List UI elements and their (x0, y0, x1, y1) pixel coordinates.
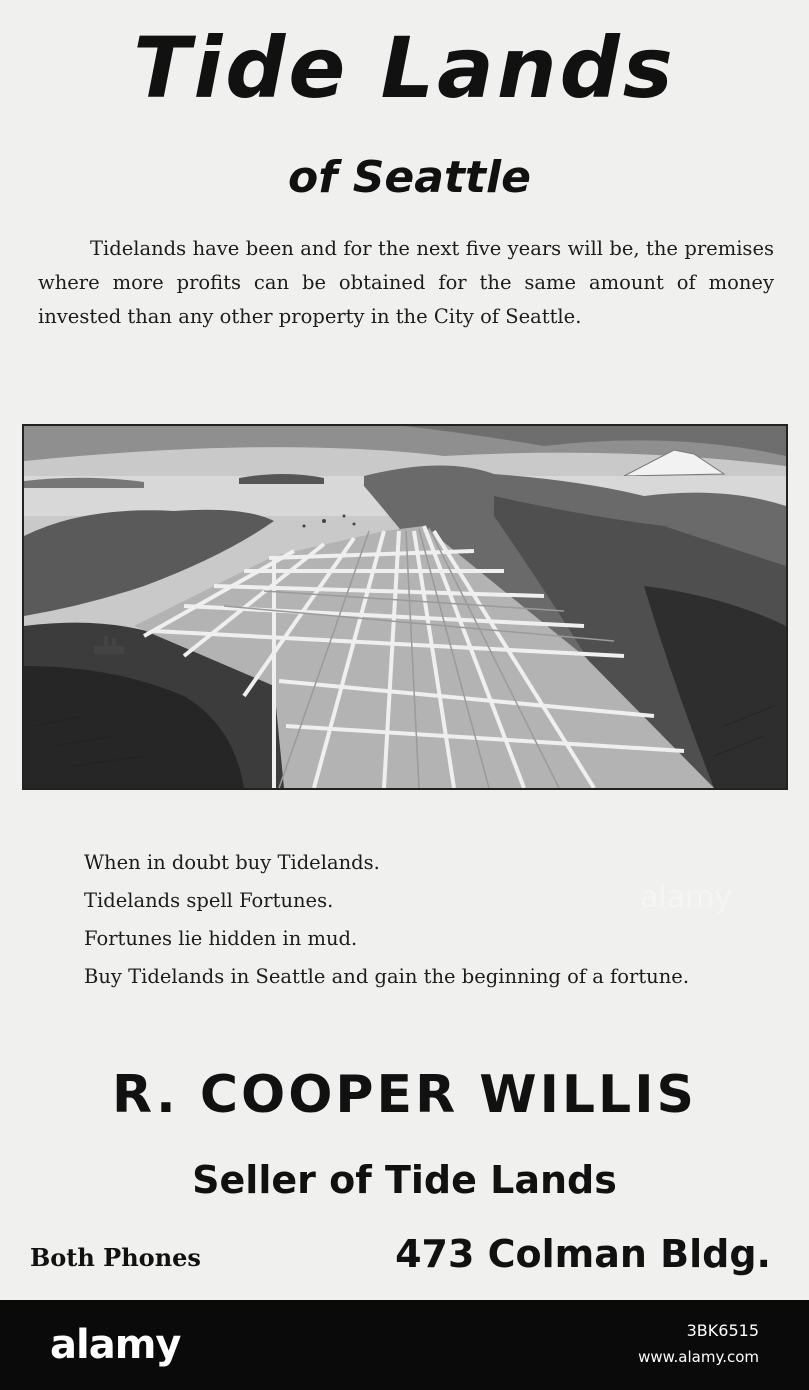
ad-slogans (38, 844, 774, 992)
watermark-text: alamy (640, 880, 733, 915)
alamy-logo: alamy (50, 1322, 181, 1368)
seller-name: R. COOPER WILLIS (112, 1065, 697, 1125)
slogan-line: When in doubt buy Tidelands. (84, 851, 380, 874)
ad-intro-paragraph: Tidelands have been and for the next five years will be, the premises where more profits can be obtained for the same amount of money invested than any other property in the City of Seattle. (38, 237, 774, 328)
image-id: 3BK6515 (686, 1321, 759, 1340)
phones-label: Both Phones (30, 1243, 201, 1272)
ad-headline: Tide Lands (133, 19, 676, 117)
slogan-line: Fortunes lie hidden in mud. (84, 927, 358, 950)
site-url[interactable]: www.alamy.com (638, 1348, 759, 1366)
stock-footer-bar (0, 1300, 809, 1390)
slogan-line: Tidelands spell Fortunes. (84, 889, 334, 912)
seller-title: Seller of Tide Lands (192, 1158, 617, 1202)
footer-info (638, 1318, 759, 1370)
tidelands-illustration (22, 424, 788, 790)
slogan-line: Buy Tidelands in Seattle and gain the beginning of a fortune. (84, 965, 690, 988)
ad-subheadline: of Seattle (288, 152, 531, 203)
seller-address: 473 Colman Bldg. (395, 1232, 771, 1276)
